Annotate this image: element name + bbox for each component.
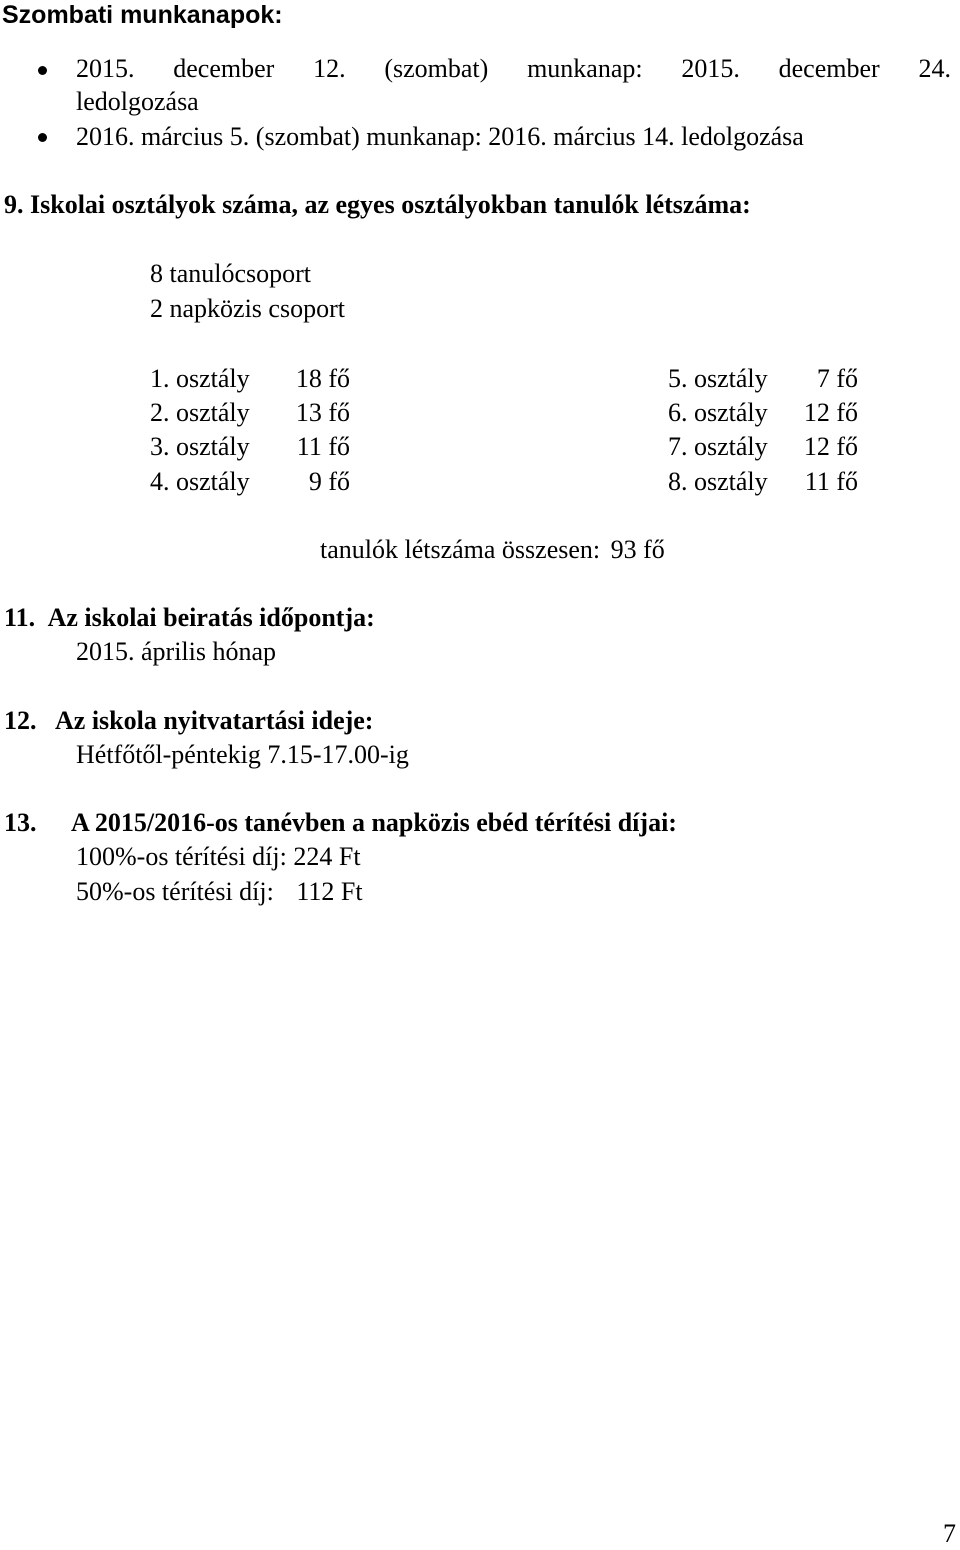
word: 24.: [918, 54, 951, 83]
class-label: 5. osztály: [668, 364, 768, 393]
section-13-heading: [4, 807, 677, 839]
section-title: Az iskolai beiratás időpontja:: [47, 603, 375, 632]
bullet-dot: [38, 66, 47, 75]
section-number: 11.: [4, 603, 36, 632]
class-label: 7. osztály: [668, 432, 768, 461]
half-fee: [76, 876, 363, 908]
class-count: 13 fő: [295, 398, 350, 427]
word: (szombat): [384, 54, 489, 83]
word: munkanap:: [527, 54, 643, 83]
section-title: A 2015/2016-os tanévben a napközis ebéd térítési díjai:: [71, 808, 677, 837]
class-count: 12 fő: [803, 398, 858, 427]
class-label: 6. osztály: [668, 398, 768, 427]
class-count: 12 fő: [803, 432, 858, 461]
bullet-item-1-continuation: ledolgozása: [76, 87, 199, 116]
bullet-dot: [38, 133, 47, 142]
class-count: 11 fő: [804, 467, 858, 496]
class-count: 18 fő: [295, 364, 350, 393]
section-11-heading: [4, 602, 375, 634]
section-title: Az iskola nyitvatartási ideje:: [55, 706, 374, 735]
word: december: [173, 54, 275, 83]
class-label: 1. osztály: [150, 364, 250, 393]
class-label: 3. osztály: [150, 432, 250, 461]
group-count: 8 tanulócsoport: [150, 259, 312, 288]
section-9-heading: 9. Iskolai osztályok száma, az egyes osztályokban tanulók létszáma:: [4, 190, 751, 219]
day-care-group-count: 2 napközis csoport: [150, 294, 345, 323]
opening-hours: Hétfőtől-péntekig 7.15-17.00-ig: [76, 740, 409, 769]
bullet-item-2: 2016. március 5. (szombat) munkanap: 2016. március 14. ledolgozása: [76, 122, 804, 151]
section-12-heading: [4, 705, 373, 737]
section-number: 12.: [4, 706, 37, 735]
section-number: 13.: [4, 808, 37, 837]
enrollment-date: 2015. április hónap: [76, 637, 277, 666]
word: 2015.: [681, 54, 740, 83]
class-label: 4. osztály: [150, 467, 250, 496]
bullet-item-1: [76, 53, 951, 85]
word: 12.: [313, 54, 346, 83]
page-number: 7: [943, 1519, 956, 1548]
word: december: [778, 54, 880, 83]
class-count: 7 fő: [816, 364, 858, 393]
total-label: tanulók létszáma összesen:: [320, 535, 601, 564]
total-students: [320, 534, 665, 566]
saturday-workdays-heading: Szombati munkanapok:: [2, 1, 283, 29]
half-fee-label: 50%-os térítési díj:: [76, 877, 274, 906]
class-label: 8. osztály: [668, 467, 768, 496]
total-value: 93 fő: [610, 535, 665, 564]
word: 2015.: [76, 54, 135, 83]
class-label: 2. osztály: [150, 398, 250, 427]
class-count: 11 fő: [296, 432, 350, 461]
full-fee: 100%-os térítési díj: 224 Ft: [76, 842, 361, 871]
half-fee-value: 112 Ft: [296, 877, 363, 906]
class-count: 9 fő: [308, 467, 350, 496]
